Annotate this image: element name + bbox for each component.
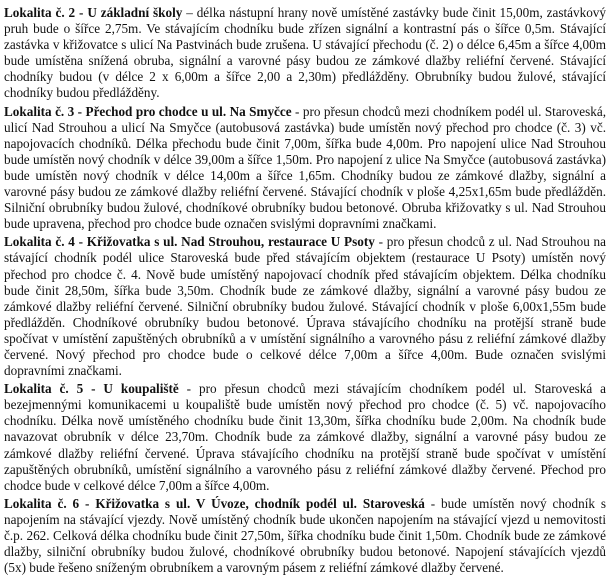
section-lokalita-6 — [4, 496, 606, 576]
section-lokalita-2 — [4, 5, 606, 102]
section-body: - pro přesun chodců mezi stávajícím chodníkem podél ul. Staroveská a bezejmennými komunikacemi u koupaliště bude umístěn nový přechod pro chodce (č. 5) vč. napojovacího chodníku. Délka nově umístěného chodníku bude činit 13,30m, šířka chodníku bude 2,00m. Na chodník bude navazovat obrubník v délce 23,70m. Chodník bude za zámkové dlažby, signální a varovné pásy budou ze zámkové dlažby reliéfní červené. Úprava stávajícího chodníku na protější straně bude spočívat v umístění zapuštěných obrubníků, umístění signálního a varovného pásu z reliéfní zámkové dlažby červené. Přechod pro chodce bude v celkové délce 7,00m a šířce 4,00m. — [4, 381, 607, 493]
section-body: - bude umístěn nový chodník s napojením na stávající vjezdy. Nově umístěný chodník bude ukončen napojením na stávající vjezd u nemovitosti č.p. 262. Celková délka chodníku bude činit 27,50m, šířka chodníku bude činit 1,50m. Chodník bude ze zámkové dlažby, silniční obrubníky budou žulové, chodníkové obrubníky budou betonové. Napojení stávajících vjezdů (5x) bude řešeno sníženým obrubníkem a varovným pásem z reliéfní zámkové dlažby červené. — [4, 495, 606, 576]
section-body: - pro přesun chodců z ul. Nad Strouhou na stávající chodník podél ulice Staroveská bude před stávajícím objektem (restaurace U Psoty) umístěn nový přechod pro chodce č. 4. Nově bude umístěný napojovací chodník před stávajícím objektem. Délka chodníku bude činit 28,50m, šířka bude 3,50m. Chodník bude ze zámkové dlažby, signální a varovné pásy budou ze zámkové dlažby reliéfní červené. Silniční obrubníky budou žulové. Stávající chodník v ploše 6,00x1,55m bude předlážděn. Chodníkové obrubníky budou betonové. Úprava stávajícího chodníku na protější straně bude spočívat v umístění zapuštěných obrubníků a v umístění signálního a varovného pásu z reliéfní zámkové dlažby červené. Nový přechod pro chodce bude o celkové délce 7,00m a šířce 4,00m. Bude označen svislými dopravními značkami. — [4, 234, 606, 379]
section-body: - pro přesun chodců mezi chodníkem podél ul. Staroveská, ulicí Nad Strouhou a ulicí Na Smyčce (autobusová zastávka) bude umístěn nový přechod pro chodce (č. 3) vč. napojovacích chodníků. Délka přechodu bude činit 7,00m, šířka bude 4,00m. Pro napojení ulice Nad Strouhou bude umístěn nový chodník v délce 39,00m a šířce 1,50m. Pro napojení z ulice Na Smyčce (autobusová zastávka) bude umístěn nový chodník v délce 14,00m a šířce 1,65m. Chodníky budou ze zámkové dlažby, signální a varovné pásy budou ze zámkové dlažby reliéfní červené. Stávající chodník v ploše 4,25x1,65m bude předlážděn. Silniční obrubníky budou žulové, chodníkové obrubníky budou betonové. Obruba křižovatky s ul. Nad Strouhou bude upravena, přechod pro chodce bude označen svislými dopravními značkami. — [4, 103, 606, 232]
section-heading: Lokalita č. 5 - U koupaliště — [4, 381, 179, 397]
section-heading: Lokalita č. 3 - Přechod pro chodce u ul. Na Smyčce — [4, 103, 292, 119]
section-heading: Lokalita č. 2 - U základní školy — [4, 5, 183, 20]
section-lokalita-4 — [4, 234, 606, 379]
section-body: – délka nástupní hrany nově umístěné zastávky bude činit 15,00m, zastávkový pruh bude o šířce 2,75m. Ve stávajícím chodníku bude zřízen signální a kontrastní pás o šířce 0,5m. Stávající zastávka v křižovatce s ulicí Na Pastvinách bude zrušena. U stávající přechodu (č. 2) o délce 6,45m a šířce 4,00m bude umístěna snížená obruba, signální a varovné pásy budou ze zámkové dlažby reliéfní červené. Stávající chodníky budou (v délce 2 x 6,00m a šířce 2,00 a 2,30m) předlážděny. Obrubníky budou žulové, stávající chodníky budou předlážděny. — [4, 5, 606, 101]
section-heading: Lokalita č. 4 - Křižovatka s ul. Nad Strouhou, restaurace U Psoty — [4, 234, 375, 250]
section-heading: Lokalita č. 6 - Křižovatka s ul. V Úvoze, chodník podél ul. Staroveská — [4, 495, 425, 511]
section-lokalita-3 — [4, 104, 606, 233]
section-lokalita-5 — [4, 381, 606, 494]
